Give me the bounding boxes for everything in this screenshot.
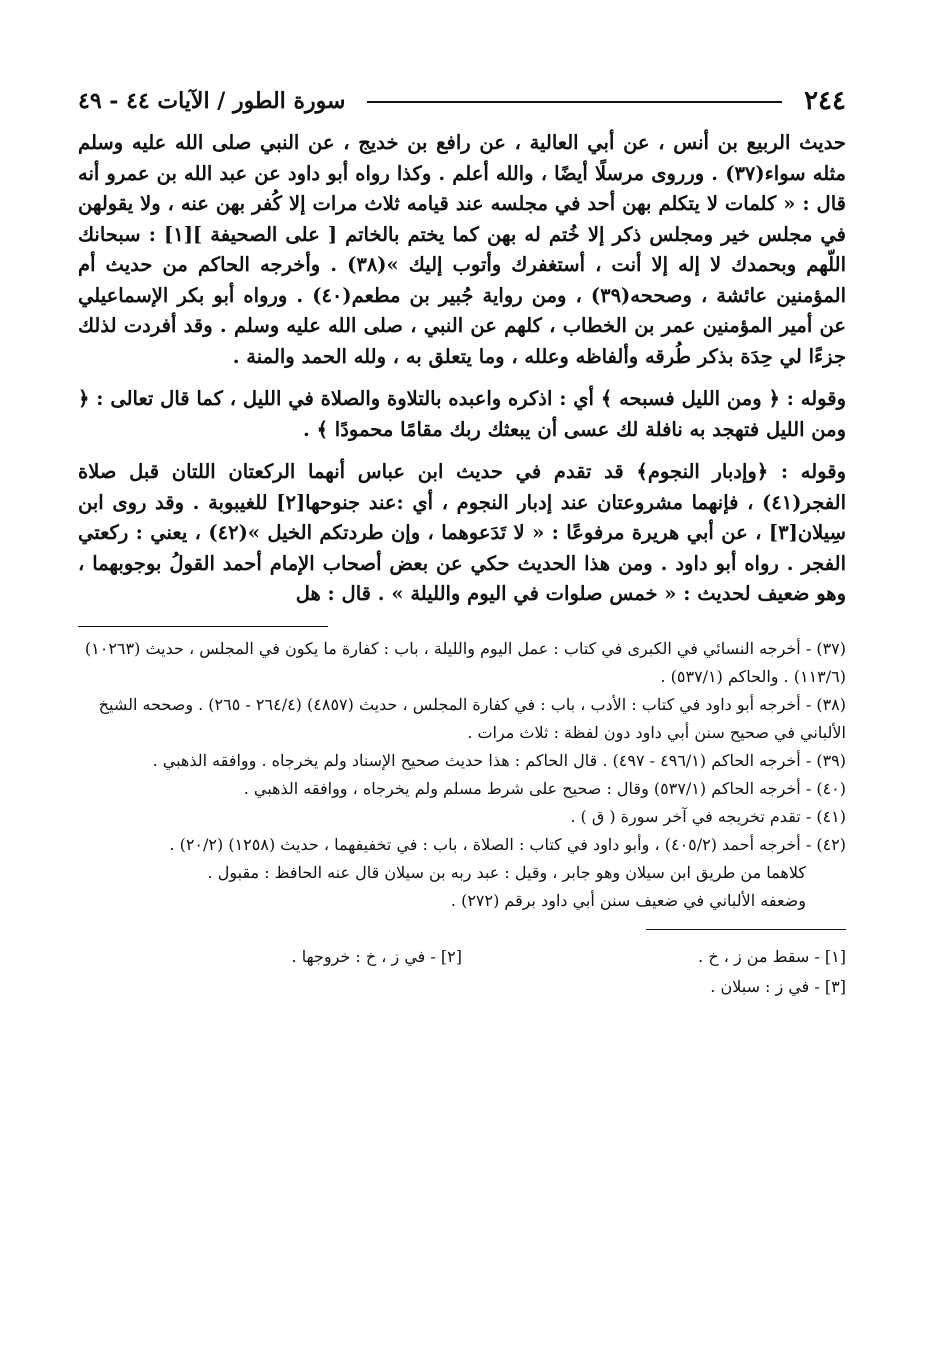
paragraph: وقوله : ﴿وإدبار النجوم﴾ قد تقدم في حديث ابن عباس أنهما الركعتان اللتان قبل صلاة الفجر(٤١) ، فإنهما مشروعتان عند إدبار النجوم ، أي :عند جنوحها[٢] للغيبوبة . وقد روى ابن سِيلان[٣] ، عن أبي هريرة مرفوعًا : « لا تَدَعوهما ، وإن طردتكم الخيل »(٤٢) ، يعني : ركعتي الفجر . رواه أبو داود . ومن هذا الحديث حكي عن بعض أصحاب الإمام أحمد القولُ بوجوبهما ، وهو ضعيف لحديث : « خمس صلوات في اليوم والليلة » . قال : هل	[78, 460, 846, 605]
footnote-continuation	[78, 859, 846, 915]
variant-note: [١] - سقط من ز ، خ .	[698, 946, 846, 966]
footnote-text: أخرجه أبو داود في كتاب : الأدب ، باب : في كفارة المجلس ، حديث (٤٨٥٧) (٢٦٤/٤ - ٢٦٥) . وصححه الشيخ الألباني في صحيح سنن أبي داود دون لفظة : ثلاث مرات .	[98, 694, 846, 742]
paragraph: وقوله : ﴿ ومن الليل فسبحه ﴾ أي : اذكره واعبده بالتلاوة والصلاة في الليل ، كما قال تعالى : ﴿ ومن الليل فتهجد به نافلة لك عسى أن يبعثك ربك مقامًا محمودًا ﴾ .	[78, 387, 846, 441]
variant-note: [٣] - في ز : سبلان .	[710, 976, 846, 996]
page-number: ٢٤٤	[804, 86, 846, 116]
footnote-text: أخرجه الحاكم (٤٩٦/١ - ٤٩٧) . قال الحاكم : هذا حديث صحيح الإسناد ولم يخرجاه . ووافقه الذهبي .	[152, 750, 801, 770]
footnote-text: أخرجه الحاكم (٥٣٧/١) وقال : صحيح على شرط مسلم ولم يخرجاه ، ووافقه الذهبي .	[243, 778, 801, 798]
footnote-number: (٤١) -	[805, 806, 846, 826]
footnote	[78, 747, 846, 775]
variants-rule	[646, 929, 846, 930]
footnote	[78, 691, 846, 747]
header-rule	[367, 101, 782, 103]
footnote-number: (٣٧) -	[805, 638, 846, 658]
footnote-note: كلاهما من طريق ابن سيلان وهو جابر ، وقيل : عبد ربه بن سيلان قال عنه الحافظ : مقبول .	[207, 862, 806, 882]
page-header	[78, 82, 846, 120]
footnotes	[78, 635, 846, 915]
footnote	[78, 803, 846, 831]
page	[78, 82, 846, 1002]
footnote-number: (٤٢) -	[805, 834, 846, 854]
footnote-text: أخرجه النسائي في الكبرى في كتاب : عمل اليوم والليلة ، باب : كفارة ما يكون في المجلس ، حديث (١٠٢٦٣) (١١٣/٦) . والحاكم (٥٣٧/١) .	[84, 638, 846, 686]
footnote-number: (٣٨) -	[805, 694, 846, 714]
variant-note: [٢] - في ز ، خ : خروجها .	[291, 946, 462, 966]
footnote	[78, 831, 846, 859]
footnote	[78, 635, 846, 691]
main-text	[78, 128, 846, 610]
footnote-text: أخرجه أحمد (٤٠٥/٢) ، وأبو داود في كتاب : الصلاة ، باب : في تخفيفهما ، حديث (١٢٥٨) (٢٠/٢) .	[169, 834, 801, 854]
paragraph: حديث الربيع بن أنس ، عن أبي العالية ، عن رافع بن خديج ، عن النبي صلى الله عليه وسلم مثله سواء(٣٧) . ورروى مرسلًا أيضًا ، والله أعلم . وكذا رواه أبو داود عن عبد الله بن عمرو أنه قال : « كلمات لا يتكلم بهن أحد في مجلسه عند قيامه ثلاث مرات إلا كُفر بهن عنه ، ولا يقولهن في مجلس خير ومجلس ذكر إلا خُتم له بهن كما يختم بالخاتم [ على الصحيفة ][١] : سبحانك اللّهم وبحمدك لا إله إلا أنت ، أستغفرك وأتوب إليك »(٣٨) . وأخرجه الحاكم من حديث أم المؤمنين عائشة ، وصححه(٣٩) ، ومن رواية جُبير بن مطعم(٤٠) . ورواه أبو بكر الإسماعيلي عن أمير المؤمنين عمر بن الخطاب ، كلهم عن النبي ، صلى الله عليه وسلم . وقد أفردت لذلك جزءًا لي حِدَة بذكر طُرقه وألفاظه وعلله ، وما يتعلق به ، ولله الحمد والمنة .	[78, 131, 846, 368]
footnote-number: (٤٠) -	[805, 778, 846, 798]
footnote	[78, 775, 846, 803]
running-title: سورة الطور / الآيات ٤٤ - ٤٩	[78, 88, 346, 114]
footnote-number: (٣٩) -	[805, 750, 846, 770]
footnote-text: تقدم تخريجه في آخر سورة ( ق ) .	[570, 806, 801, 826]
footnote-note: وضعفه الألباني في ضعيف سنن أبي داود برقم (٢٧٢) .	[450, 890, 806, 910]
manuscript-variants	[78, 942, 846, 1002]
footnote-rule	[78, 626, 328, 627]
